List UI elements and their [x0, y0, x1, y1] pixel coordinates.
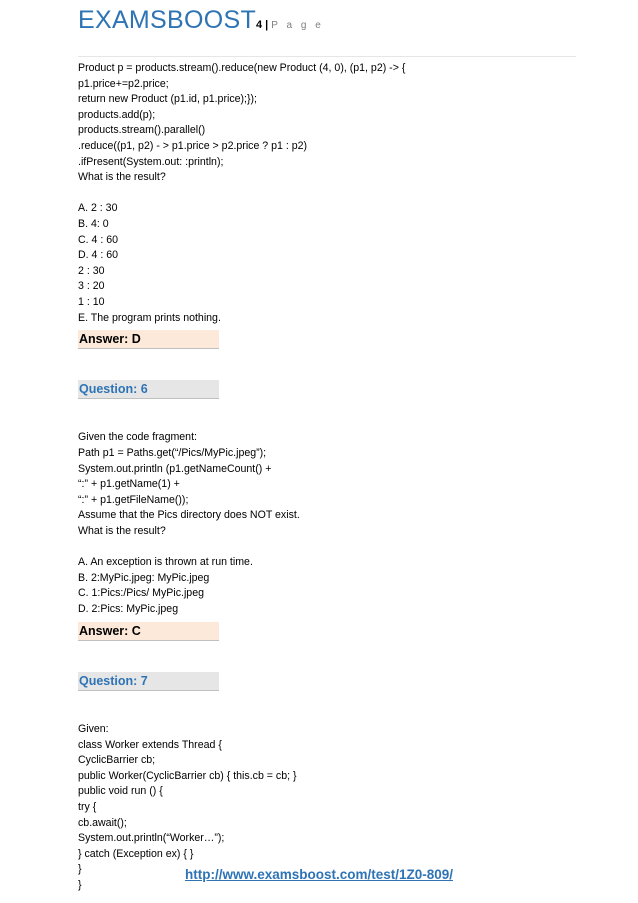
code-line: p1.price+=p2.price; [78, 77, 169, 90]
header-divider [78, 56, 576, 57]
answer-option: B. 2:MyPic.jpeg: MyPic.jpeg [78, 571, 210, 584]
code-line: Given: [78, 722, 109, 735]
answer-option: C. 1:Pics:/Pics/ MyPic.jpeg [78, 587, 204, 600]
answer-option: D. 4 : 60 [78, 249, 119, 262]
code-line: products.stream().parallel() [78, 124, 206, 137]
spacer [78, 540, 576, 556]
question-6-options [78, 555, 576, 617]
code-line: .ifPresent(System.out: :println); [78, 155, 224, 168]
code-line: System.out.println (p1.getNameCount() + [78, 462, 272, 475]
spacer [78, 349, 576, 365]
brand-title: EXAMSBOOST [78, 6, 257, 34]
page-label: P a g e [271, 20, 324, 31]
code-line: Assume that the Pics directory does NOT exist. [78, 509, 300, 522]
answer-option: 3 : 20 [78, 280, 105, 293]
code-line: “:” + p1.getName(1) + [78, 478, 180, 491]
page-separator: | [265, 19, 269, 31]
code-line: Path p1 = Paths.get(“/Pics/MyPic.jpeg”); [78, 447, 267, 460]
answer-option: E. The program prints nothing. [78, 311, 221, 324]
code-line: System.out.println(“Worker…”); [78, 832, 225, 845]
code-line: return new Product (p1.id, p1.price);}); [78, 93, 258, 106]
page-footer [0, 866, 638, 884]
spacer [78, 186, 576, 202]
code-line: products.add(p); [78, 108, 156, 121]
code-line: class Worker extends Thread { [78, 738, 222, 751]
code-line: public void run () { [78, 785, 163, 798]
code-line: } catch (Exception ex) { } [78, 847, 194, 860]
footer-link[interactable]: http://www.examsboost.com/test/1Z0-809/ [184, 867, 454, 882]
page-content [78, 61, 576, 894]
code-line: try { [78, 800, 97, 813]
code-line: public Worker(CyclicBarrier cb) { this.cb = cb; } [78, 769, 297, 782]
spacer [78, 691, 576, 707]
spacer [78, 641, 576, 657]
question-heading: Question: 6 [78, 380, 219, 399]
answer-option: 1 : 10 [78, 295, 105, 308]
answer-option: B. 4: 0 [78, 217, 109, 230]
code-line: Product p = products.stream().reduce(new Product (4, 0), (p1, p2) -> { [78, 62, 406, 74]
spacer [78, 415, 576, 431]
question-prompt: What is the result? [78, 171, 166, 184]
code-line: cb.await(); [78, 816, 127, 829]
code-line: “:” + p1.getFileName()); [78, 493, 189, 506]
code-line: Given the code fragment: [78, 431, 197, 444]
question-heading: Question: 7 [78, 672, 219, 691]
code-line: } [78, 863, 82, 876]
code-line: } [78, 878, 82, 891]
spacer [78, 656, 576, 672]
answer-option: 2 : 30 [78, 264, 105, 277]
question-5-code [78, 61, 576, 186]
question-5-options [78, 201, 576, 326]
answer-box: Answer: C [78, 622, 219, 641]
answer-option: A. An exception is thrown at run time. [78, 556, 253, 569]
page-header [78, 6, 576, 50]
answer-box: Answer: D [78, 330, 219, 349]
answer-option: C. 4 : 60 [78, 233, 119, 246]
spacer [78, 365, 576, 381]
answer-option: D. 2:Pics: MyPic.jpeg [78, 603, 179, 615]
answer-option: A. 2 : 30 [78, 202, 118, 215]
question-6-code [78, 430, 576, 539]
spacer [78, 399, 576, 415]
page-number: 4 [256, 19, 263, 31]
code-line: .reduce((p1, p2) - > p1.price > p2.price ? p1 : p2) [78, 139, 308, 152]
question-prompt: What is the result? [78, 525, 166, 538]
spacer [78, 706, 576, 722]
code-line: CyclicBarrier cb; [78, 754, 156, 767]
